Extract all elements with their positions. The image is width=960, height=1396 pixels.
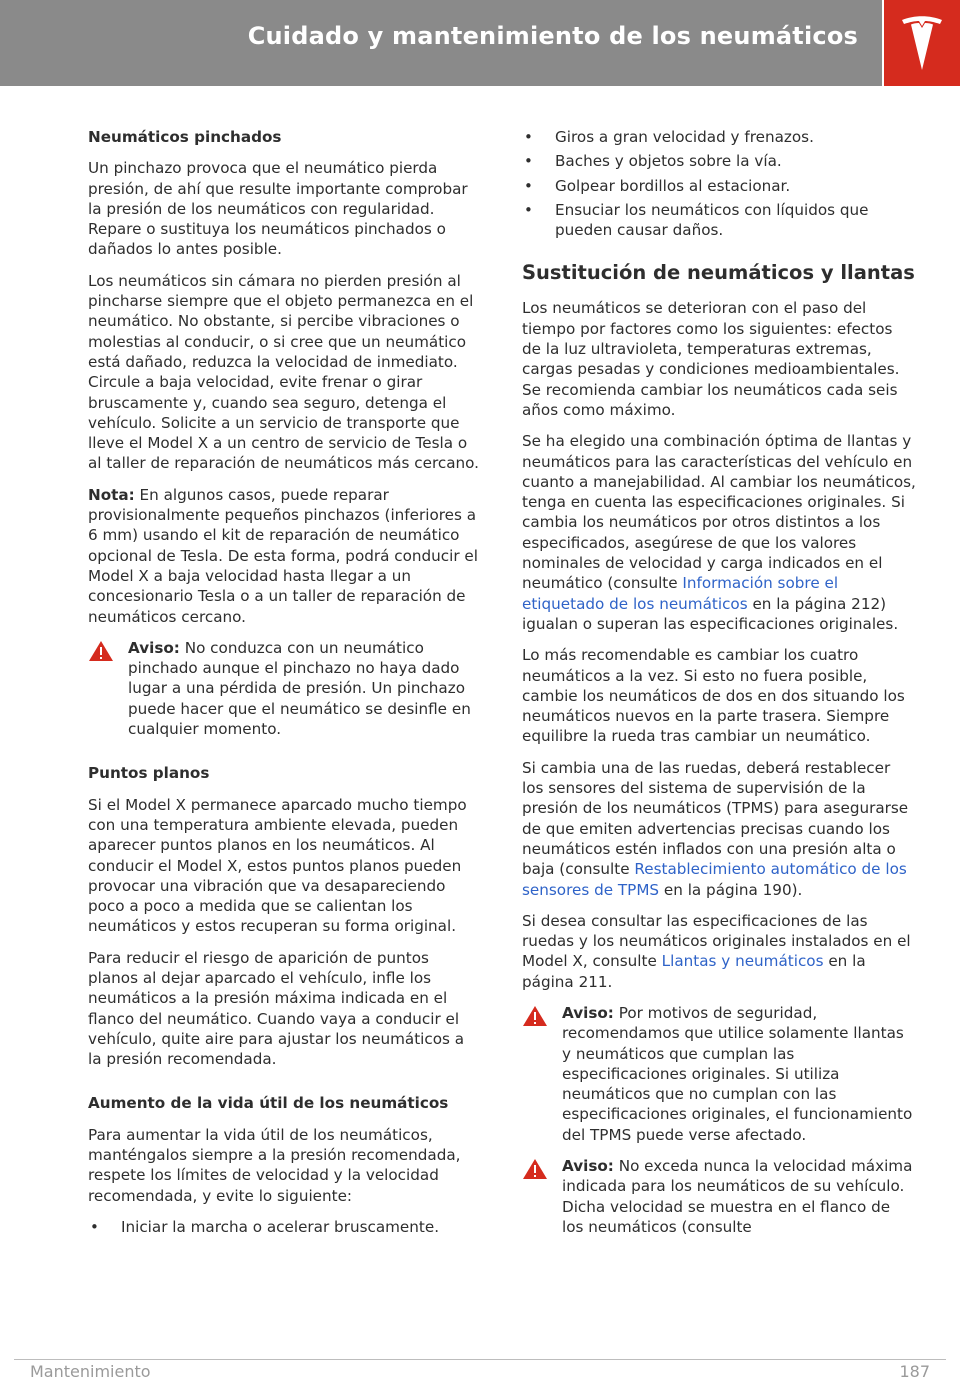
section-heading-vida-util: Aumento de la vida útil de los neumáticos: [88, 1094, 449, 1113]
text-span: en la página 212) igualan o superan las especificaciones originales.: [522, 594, 899, 633]
warning-text: No conduzca con un neumático pinchado aunque el pinchazo no haya dado lugar a una pérdida de presión. Un pinchazo puede hacer que el neumático se desinfle en cualquier momento.: [128, 638, 471, 739]
page-number: 187: [899, 1362, 930, 1381]
paragraph: [522, 758, 916, 900]
paragraph: Lo más recomendable es cambiar los cuatro neumáticos a la vez. Si esto no fuera posible, cambie los neumáticos de dos en dos situando los neumáticos nuevos en la parte trasera. Siempre equilibre la rueda tras cambiar un neumático.: [522, 646, 905, 746]
text-span: en la página 190).: [659, 880, 803, 899]
note-label: Nota:: [88, 485, 135, 504]
logo-box: [884, 0, 960, 86]
bullet-list: [522, 127, 916, 240]
section-heading-sustitucion: Sustitución de neumáticos y llantas: [522, 261, 915, 285]
text-span: en la página 211.: [522, 952, 866, 991]
link-llantas[interactable]: Llantas y neumáticos: [661, 952, 824, 971]
warning-box: [522, 1003, 916, 1145]
footer-divider: [14, 1359, 946, 1360]
paragraph: Para aumentar la vida útil de los neumáticos, manténgalos siempre a la presión recomendada, respete los límites de velocidad y la velocidad recomendada, y evite lo siguiente:: [88, 1125, 461, 1205]
list-item: • Golpear bordillos al estacionar.: [522, 176, 916, 196]
footer-section: Mantenimiento: [30, 1362, 151, 1381]
paragraph: [522, 431, 916, 634]
paragraph: Los neumáticos se deterioran con el paso del tiempo por factores como los siguientes: efectos de la luz ultravioleta, temperaturas extremas, cargas pesadas y condiciones medioambientales. Se recomienda cambiar los neumáticos cada seis años como máximo.: [522, 299, 900, 419]
tesla-logo-icon: [900, 14, 944, 72]
warning-label: Aviso:: [562, 1003, 614, 1022]
list-item: • Iniciar la marcha o acelerar bruscamente.: [88, 1217, 482, 1237]
warning-triangle-icon: [522, 1005, 548, 1027]
warning-triangle-icon: [88, 640, 114, 662]
warning-label: Aviso:: [128, 638, 180, 657]
page-title: Cuidado y mantenimiento de los neumáticos: [247, 22, 858, 50]
section-heading-planos: Puntos planos: [88, 764, 210, 783]
list-item: • Ensuciar los neumáticos con líquidos que pueden causar daños.: [522, 200, 916, 241]
header-bar: [0, 0, 882, 86]
text-span: Si cambia una de las ruedas, deberá restablecer los sensores del sistema de supervisión de la presión de los neumáticos (TPMS) para asegurarse de que emiten advertencias precisas cuando los neumáticos estén inflados con una presión alta o baja (consulte: [522, 758, 909, 879]
link-etiquetado[interactable]: Información sobre el etiquetado de los neumáticos: [522, 574, 839, 613]
warning-label: Aviso:: [562, 1157, 614, 1176]
paragraph: Un pinchazo provoca que el neumático pierda presión, de ahí que resulte importante comprobar la presión de los neumáticos con regularidad. Repare o sustituya los neumáticos pinchados o dañados lo antes posible.: [88, 159, 468, 259]
paragraph: Para reducir el riesgo de aparición de puntos planos al dejar aparcado el vehículo, infle los neumáticos a la presión máxima indicada en el flanco del neumático. Cuando vaya a conducir el vehículo, quite aire para ajustar los neumáticos a la presión recomendada.: [88, 948, 465, 1069]
right-column: [522, 127, 916, 1248]
bullet-list: [88, 1217, 482, 1237]
text-span: Si desea consultar las especificaciones de las ruedas y los neumáticos originales instalados en el Model X, consulte: [522, 911, 911, 971]
warning-text: No exceda nunca la velocidad máxima indicada para los neumáticos de su vehículo. Dicha velocidad se muestra en el flanco de los neumáticos (consulte: [562, 1157, 913, 1236]
warning-text: Por motivos de seguridad, recomendamos que utilice solamente llantas y neumáticos que cumplan las especificaciones originales. Si utiliza neumáticos que no cumplan con las especificaciones originales, el funcionamiento del TPMS puede verse afectado.: [562, 1003, 913, 1144]
list-item: • Giros a gran velocidad y frenazos.: [522, 127, 916, 147]
section-heading-pinchados: Neumáticos pinchados: [88, 128, 282, 146]
list-item: • Baches y objetos sobre la vía.: [522, 151, 916, 171]
left-column: [88, 127, 482, 1248]
text-span: Se ha elegido una combinación óptima de llantas y neumáticos para las características del vehículo en cuanto a manejabilidad. Al cambiar los neumáticos, tenga en cuenta las especificaciones originales. Si cambia los neumáticos por otros distintos a los especificados, asegúrese de que los valores nominales de velocidad y carga indicados en el neumático (consulte: [522, 432, 916, 593]
note-paragraph: [88, 485, 482, 627]
paragraph: Los neumáticos sin cámara no pierden presión al pincharse siempre que el objeto permanezca en el neumático. No obstante, si percibe vibraciones o molestias al conducir, o si cree que un neumático está dañado, reduzca la velocidad de inmediato. Circule a baja velocidad, evite frenar o girar bruscamente y, cuando sea seguro, detenga el vehículo. Solicite a un servicio de transporte que lleve el Model X a un centro de servicio de Tesla o al taller de reparación de neumáticos más cercano.: [88, 271, 479, 473]
link-tpms[interactable]: Restablecimiento automático de los sensores de TPMS: [522, 860, 907, 899]
warning-box: [522, 1156, 916, 1237]
warning-triangle-icon: [522, 1158, 548, 1180]
paragraph: [522, 911, 916, 992]
warning-box: [88, 638, 482, 739]
paragraph: Si el Model X permanece aparcado mucho tiempo con una temperatura ambiente elevada, pueden aparecer puntos planos en los neumáticos. Al conducir el Model X, estos puntos planos pueden provocar una vibración que va desapareciendo poco a poco a medida que se calientan los neumáticos y estos recuperan su forma original.: [88, 795, 467, 936]
note-text: En algunos casos, puede reparar provisionalmente pequeños pinchazos (inferiores a 6 mm) usando el kit de reparación de neumático opcional de Tesla. De esta forma, podrá conducir el Model X a baja velocidad hasta llegar a un concesionario Tesla o a un taller de reparación de neumáticos cercano.: [88, 485, 478, 626]
